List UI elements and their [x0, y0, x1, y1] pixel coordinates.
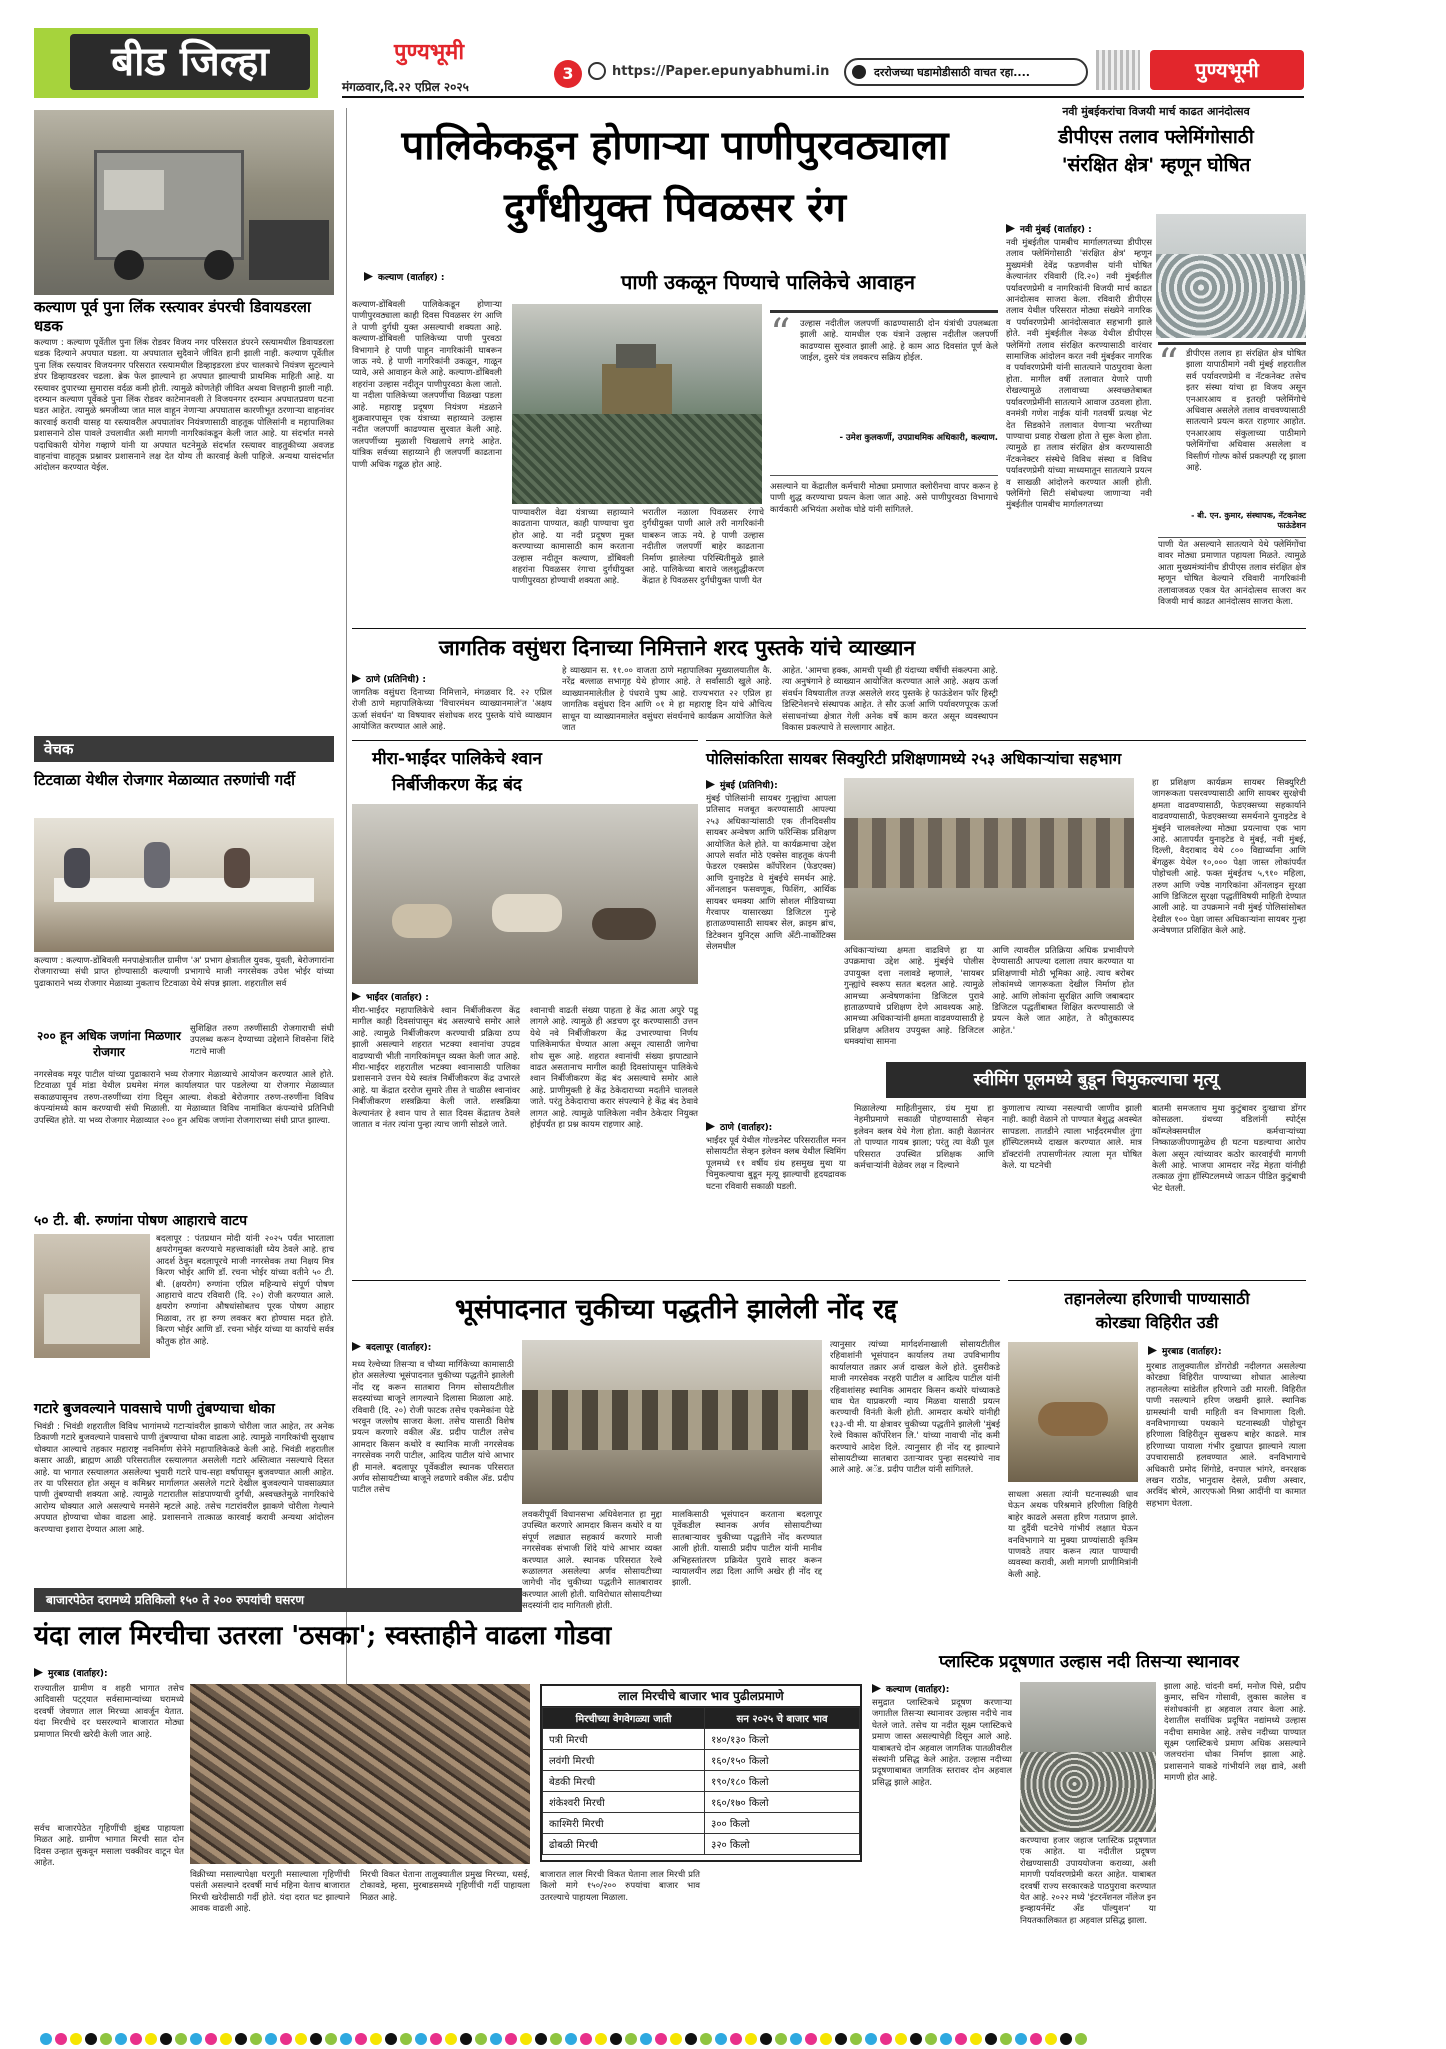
mira-dateline: भाईंदर (वार्ताहर) :: [352, 990, 698, 1003]
chili-col5: बाजारात लाल मिरची विकत घेताना लाल मिरची प्रति किलो मागे १५०/२०० रुपयांचा बाजार भाव उतरल्याचे पाहायला मिळाला.: [540, 1870, 700, 1903]
truck-photo: [34, 110, 334, 295]
registration-dot: [580, 2033, 592, 2045]
swim-col2: मिळालेल्या माहितीनुसार, ग्रंथ मुथा हा नेहमीप्रमाणे सकाळी पोहण्यासाठी सेव्हन इलेवन क्लब येथे गेला होता. काही वेळानंतर तो पाण्यात गायब झाला; परंतु त्या वेळी पूल परिसरात उपस्थित प्रशिक्षक आणि कर्मचाऱ्यांनी वेळेवर लक्ष न दिल्याने: [854, 1104, 994, 1172]
registration-dot: [880, 2033, 892, 2045]
registration-dot: [475, 2033, 487, 2045]
registration-dot: [430, 2033, 442, 2045]
table-cell: १४०/१३० किलो: [705, 1729, 860, 1750]
table-row: [543, 1771, 860, 1792]
quote-mark-icon-2: “: [1158, 341, 1179, 387]
chili-photo: [190, 1684, 530, 1864]
lead-quote-text: उल्हास नदीतील जलपर्णी काढण्यासाठी दोन यंत्रांची उपलब्धता झाली आहे. यामधील एक यंत्राने उल्हास नदीतील जलपर्णी काढण्यास सुरुवात झाली आहे. हे काम आठ दिवसांत पूर्ण केले जाईल, दुसरे यंत्र लवकरच सक्रिय होईल.: [800, 319, 998, 364]
nutrition-photo: [34, 1234, 150, 1358]
table-cell: १९०/१८० किलो: [705, 1771, 860, 1792]
registration-marks: [40, 2030, 1300, 2044]
table-row: [543, 1729, 860, 1750]
main-lead: [352, 104, 998, 624]
registration-dot: [490, 2033, 502, 2045]
registration-dot: [835, 2033, 847, 2045]
cyber-headline: पोलिसांकरिता सायबर सिक्युरिटी प्रशिक्षणामध्ये २५३ अधिकाऱ्यांचा सहभाग: [706, 749, 1122, 768]
left-divider: [346, 108, 347, 1788]
chili-price-table-wrap: [540, 1684, 862, 1862]
deer-dateline: मुरबाड (वार्ताहर):: [1148, 1344, 1446, 1357]
registration-dot: [370, 2033, 382, 2045]
right-top-kicker: नवी मुंबईकरांचा विजयी मार्च काढत आनंदोत्सव: [1062, 105, 1250, 118]
registration-dot: [625, 2033, 637, 2045]
table-row: [543, 1792, 860, 1813]
registration-dot: [325, 2033, 337, 2045]
right-top-body: नवी मुंबईतील पामबीच मार्गालगतच्या डीपीएस तलाव फ्लेमिंगोसाठी 'संरक्षित क्षेत्र' म्हणून मुख्यमंत्री देवेंद्र फडणवीस यांनी घोषित केल्यानंतर रविवारी (दि.२०) नवी मुंबईतील पर्यावरणप्रेमी व नागरिकांनी विजयी मार्च काढत आनंदोत्सव साजरा केला. रविवारी डीपीएस तलाव येथील परिसरात मोठ्या संख्येने नागरिक व पर्यावरणप्रेमी आनंदोत्सवात सहभागी झाले होते. नवी मुंबईतील नेरूळ येथील डीपीएस फ्लेमिंगो तलाव संरक्षित करण्यासाठी वारंवार सामाजिक आंदोलन करत नवी मुंबईकर नागरिक व पर्यावरणप्रेमी यांनी सातत्याने पाठपुरावा केला होता. मागील वर्षी तलावात येणारे पाणी रोखल्यामुळे तलावाच्या अस्वच्छतेबाबत पर्यावरणप्रेमींनी सातत्याने आवाज उठवला होता. वनमंत्री गणेश नाईक यांनी गतवर्षी प्रत्यक्ष भेट देत सिडकोने तलावात येणाऱ्या भरतीच्या पाण्याचा प्रवाह रोखला होता ते सुरू केला होता. त्यामुळे हा तलाव संरक्षित क्षेत्र करण्यासाठी नॅटकनेक्टर संस्थेचे विविध संस्था व विविध पर्यावरणप्रेमी यांच्या माध्यमातून सातत्याने प्रयत्न व साखळी आंदोलने करण्यात आली होती. फ्लेमिंगो सिटी संबोधल्या जाणाऱ्या नवी मुंबईतील पामबीच मार्गालगतच्या: [1006, 238, 1152, 511]
plastic-headline: प्लास्टिक प्रदूषणात उल्हास नदी तिसऱ्या स्थानावर: [939, 1652, 1239, 1672]
table-cell: ३०० किलो: [705, 1813, 860, 1834]
registration-dot: [295, 2033, 307, 2045]
registration-dot: [595, 2033, 607, 2045]
masthead: [0, 0, 1339, 100]
rule-3: [706, 740, 1306, 741]
registration-dot: [415, 2033, 427, 2045]
land-headline: भूसंपादनात चुकीच्या पद्धतीने झालेली नोंद रद्द: [454, 1294, 898, 1325]
rule-1: [352, 628, 1306, 629]
table-cell: ढोबळी मिरची: [543, 1834, 705, 1855]
registration-dot: [130, 2033, 142, 2045]
vechak-band: [34, 736, 334, 762]
left-mid-body2: नगरसेवक मयूर पाटील यांच्या पुढाकाराने भव्य रोजगार मेळाव्याचे आयोजन करण्यात आले होते. टिटवाळा पूर्व मांडा येथील प्रथमेश मंगल कार्यालयात पार पडलेल्या या रोजगार मेळाव्यात सकाळपासूनच तरुण-तरुणींच्या रांगा दिसून आल्या. शेकडो बेरोजगार तरुण-तरुणींना विविध कंपन्यांमध्ये काम करण्याची संधी मिळाली. या मेळाव्यात विविध नामांकित कंपन्यांचे प्रतिनिधी उपस्थित होते. या भव्य रोजगार मेळाव्यात २०० हून अधिक जणांना रोजगाराच्या संधी प्राप्त झाल्या.: [34, 1070, 334, 1126]
registration-dot: [340, 2033, 352, 2045]
chili-col4: मिरची विकत घेताना तालुक्यातील प्रमुख मिरच्या, धसई, टोकावडे, म्हसा, मुरबाडसमध्ये गृहिणींची गर्दी पाहायला मिळत आहे.: [360, 1870, 530, 1903]
qr-code: [1096, 50, 1140, 90]
right-top-headline-1: डीपीएस तलाव फ्लेमिंगोसाठी: [1058, 126, 1254, 148]
cyber-dateline: मुंबई (प्रतिनिधी):: [706, 778, 1306, 791]
registration-dot: [280, 2033, 292, 2045]
registration-dot: [160, 2033, 172, 2045]
registration-dot: [355, 2033, 367, 2045]
land-col1: मध्य रेल्वेच्या तिसऱ्या व चौथ्या मार्गिकेच्या कामासाठी होत असलेल्या भूसंपादनात चुकीच्या पद्धतीने झालेली नोंद रद्द करून सातबारा निगम सोसायटीतील सदस्यांच्या बाजूने लागल्याने दिलासा मिळाला आहे. रविवारी (दि. २०) रोजी फाटक तसेच एकमेकांना पेढे भरवून जल्लोष साजरा केला. तसेच यासाठी विशेष प्रयत्न करणारे वकील ॲड. प्रदीप पाटील तसेच आमदार किसन कथोरे व स्थानिक माजी नगरसेवक नगरसेवक नगरी पाटील, आदित्य पाटील यांचे आभार ही मानले. बदलापूर पूर्वेकडील स्थानक परिसरात अर्णव सोसायटीच्या बाजूने लढणारे वकील ॲड. प्रदीप पाटील तसेच: [352, 1360, 514, 1496]
registration-dot: [670, 2033, 682, 2045]
vechak-label: वेचक: [44, 740, 74, 758]
table-cell: बेडकी मिरची: [543, 1771, 705, 1792]
registration-dot: [805, 2033, 817, 2045]
ticker-bar: [844, 58, 1088, 86]
rule-4: [352, 1280, 1000, 1281]
registration-dot: [970, 2033, 982, 2045]
table-header-cell: सन २०२५ चे बाजार भाव: [705, 1708, 860, 1729]
registration-dot: [940, 2033, 952, 2045]
left-mid-headline: टिटवाळा येथील रोजगार मेळाव्यात तरुणांची गर्दी: [34, 771, 296, 789]
registration-dot: [640, 2033, 652, 2045]
chili-story: [34, 1588, 862, 2028]
lead-dateline: कल्याण (वार्ताहर) :: [364, 270, 1010, 283]
plastic-dateline: कल्याण (वार्ताहर):: [872, 1682, 1306, 1695]
registration-dot: [85, 2033, 97, 2045]
left-top-headline: कल्याण पूर्व पुना लिंक रस्त्यावर डंपरची डिवायडरला धडक: [34, 298, 311, 335]
rule-2: [352, 740, 698, 741]
registration-dot: [760, 2033, 772, 2045]
chili-band: [34, 1588, 522, 1612]
swim-headline: स्वीमिंग पूलमध्ये बुडून चिमुकल्याचा मृत्यू: [973, 1070, 1219, 1090]
registration-dot: [1045, 2033, 1057, 2045]
right-top-quote: डीपीएस तलाव हा संरक्षित क्षेत्र घोषित झाला यापाठीमागे नवी मुंबई शहरातील सर्व पर्यावरणप्रेमी व नॅटकनेक्ट तसेच इतर संस्था यांचा हा विजय असून एनआरआय व इतरही फ्लेमिंगोचे अधिवास असलेले तलाव वाचवण्यासाठी सातत्याने प्रयत्न करत राहणार आहोत. एनआरआय संकुलाच्या पाठीमागे फ्लेमिंगोंचा अधिवास असलेला व विस्तीर्ण गोल्फ कोर्स प्रकल्पही रद्द झाला आहे.: [1186, 349, 1306, 474]
table-row: [543, 1834, 860, 1855]
registration-dot: [1060, 2033, 1072, 2045]
earth-day-col2: हे व्याख्यान स. ११.०० वाजता ठाणे महापालिका मुख्यालयातील कै. नरेंद्र बल्लाळ सभागृह येथे होणार आहे. ते सर्वांसाठी खुले आहे. व्याख्यानमालेतील हे पंधरावे पुष्प आहे. राज्यभरात २२ एप्रिल हा जागतिक वसुंधरा दिन आणि ०१ मे हा महाराष्ट्र दिन यांचे औचित्य साधून या व्याख्यानमालेत वसुंधरा संवर्धनाचे कार्यक्रम आयोजित केले जात: [562, 666, 772, 734]
right-top-body2: पाणी येत असल्याने सातत्याने येथे फ्लेमिंगोंचा वावर मोठ्या प्रमाणात पहायला मिळते. त्यामुळे आता मुख्यमंत्र्यांनीच डीपीएस तलाव संरक्षित क्षेत्र म्हणून घोषित केल्याने रविवारी नागरिकांनी तलावाजवळ एकत्र येत आनंदोत्सव साजरा कर विजयी मार्च काढत आनंदोत्सव साजरा केला.: [1158, 540, 1306, 608]
plastic-col1: समुद्रात प्लास्टिकचे प्रदूषण करणाऱ्या जगातील तिसऱ्या स्थानावर उल्हास नदीचे नाव घेतले जाते. तसेच या नदीत सूक्ष्म प्लास्टिकचे प्रमाण जास्त असल्याचेही दिसून आले आहे. याबाबतचे दोन अहवाल जागतिक पातळीवरील संस्थांनी प्रसिद्ध केले आहेत. उल्हास नदीच्या प्रदूषणाबाबत जागतिक स्तरावर दोन अहवाल प्रसिद्ध झाले आहेत.: [872, 1698, 1012, 1788]
flamingo-photo: [1156, 214, 1306, 338]
registration-dot: [175, 2033, 187, 2045]
registration-dot: [190, 2033, 202, 2045]
earth-day-dateline: ठाणे (प्रतिनिधी) :: [352, 672, 1306, 685]
registration-dot: [40, 2033, 52, 2045]
chili-headline: यंदा लाल मिरचीचा उतरला 'ठसका'; स्वस्ताहीने वाढला गोडवा: [34, 1621, 612, 1651]
swim-dateline: ठाणे (वार्ताहर):: [706, 1120, 1306, 1133]
registration-dot: [265, 2033, 277, 2045]
registration-dot: [655, 2033, 667, 2045]
registration-dot: [565, 2033, 577, 2045]
registration-dot: [145, 2033, 157, 2045]
chili-price-table: [542, 1707, 860, 1855]
chili-dateline: मुरबाड (वार्ताहर):: [34, 1666, 862, 1679]
lead-quote-box: [770, 310, 998, 476]
swim-col4: बातमी समजताच मुथा कुटुंबावर दुःखाचा डोंगर कोसळला. ग्रंथच्या वडिलांनी स्पोर्ट्स कॉम्प्लेक्समधील कर्मचाऱ्यांच्या निष्काळजीपणामुळेच ही घटना घडल्याचा आरोप केला असून त्यांच्यावर कठोर कारवाईची मागणी केली आहे. भाजपा आमदार नरेंद्र मेहता यांनीही तत्काळ तुंगा हॉस्पिटलमध्ये जाऊन पीडित कुटुंबाची भेट घेतली.: [1152, 1104, 1306, 1194]
registration-dot: [115, 2033, 127, 2045]
cyber-col3: आणि त्यावरील प्रतिक्रिया अधिक प्रभावीपणे देण्यासाठी आपल्या दलाला तयार करण्यात या प्रशिक्षणाची मोठी भूमिका आहे. त्याच बरोबर लोकांमध्ये जागरूकता देखील निर्माण होत आहे. आणि लोकांना सुरक्षित आणि जबाबदार डिजिटल पद्धतींबाबत शिक्षित करण्यासाठी जे प्रयत्न केले जात आहेत, ते कौतुकास्पद आहेत.': [992, 946, 1134, 1036]
mira-col2: श्वानाची वाढती संख्या पाहता हे केंद्र आता अपुरे पडू लागले आहे. त्यामुळे ही अडचण दूर करण्यासाठी उत्तन येथे नवे निर्बीजीकरण केंद्र उभारण्याचा निर्णय पालिकेमार्फत घेण्यात आला असून त्यासाठी जागेचा शोध सुरू आहे. शहरात श्वानांची संख्या झपाट्याने वाढत असतानाच मागील काही दिवसांपासून पालिकेचे श्वान निर्बीजीकरण केंद्र बंद असल्याचे समोर आले आहे. प्राणीमुक्ती हे केंद्र ठेकेदाराच्या मदतीने चालवले जाते. परंतु ठेकेदाराचा करार संपल्याने हे केंद्र बंद ठेवावे लागत आहे. त्यामुळे पालिकेला नवीन ठेकेदार नियुक्त होईपर्यंत हा प्रश्न कायम राहणार आहे.: [530, 1006, 698, 1131]
river-photo: [512, 304, 762, 504]
registration-dot: [685, 2033, 697, 2045]
registration-dot: [955, 2033, 967, 2045]
registration-dot: [775, 2033, 787, 2045]
right-top: [1006, 104, 1306, 624]
mira-col1: मीरा-भाईंदर महापालिकेचे श्वान निर्बीजीकरण केंद्र मागील काही दिवसांपासून बंद असल्याचे समोर आले आहे. त्यामुळे निर्बीजीकरण करण्याची प्रक्रिया ठप्प झाली असल्याने शहरात भटक्या श्वानांचा उपद्रव वाढण्याची भीती नागरिकांमधून व्यक्त केली जात आहे. मीरा-भाईंदर शहरातील भटक्या श्वानासाठी पालिका प्रशासनाने उत्तन येथे स्वतंत्र निर्बीजीकरण केंद्र उभारले आहे. या केंद्रात दररोज सुमारे तीस ते चाळीस श्वानांवर निर्बीजीकरण शस्त्रक्रिया केली जाते. शस्त्रक्रिया केल्यानंतर हे श्वान पाच ते सात दिवस केंद्रातच ठेवले जातात व नंतर त्यांना पुन्हा त्याच जागी सोडले जाते.: [352, 1006, 520, 1131]
registration-dot: [550, 2033, 562, 2045]
mira-headline-2: निर्बीजीकरण केंद्र बंद: [392, 775, 522, 795]
table-cell: ३२० किलो: [705, 1834, 860, 1855]
epaper-url[interactable]: https://Paper.epunyabhumi.in: [612, 64, 830, 79]
registration-dot: [520, 2033, 532, 2045]
registration-dot: [895, 2033, 907, 2045]
chili-col2: सर्वच बाजारपेठेत गृहिणींची झुंबड पाहायला मिळत आहे. ग्रामीण भागात मिरची सात दोन दिवस उन्हात सुकवून मसाला चक्कीवर वाटून घेत आहेत.: [34, 1824, 184, 1869]
left-drain-headline: गटारे बुजवल्याने पावसाचे पाणी तुंबण्याचा धोका: [34, 1401, 275, 1417]
right-top-quote-box: [1158, 342, 1306, 538]
table-cell: काश्मिरी मिरची: [543, 1813, 705, 1834]
lead-subhead: पाणी उकळून पिण्याचे पालिकेचे आवाहन: [621, 270, 915, 294]
registration-dot: [250, 2033, 262, 2045]
lead-body-far: असल्याने या केंद्रातील कर्मचारी मोठ्या प्रमाणात क्लोरीनचा वापर करून हे पाणी शुद्ध करण्याचा प्रयत्न केला जात आहे. असे पाणीपुरवठा विभागाचे कार्यकारी अभियंता अशोक घोडे यांनी सांगितले.: [770, 482, 998, 515]
table-row: [543, 1750, 860, 1771]
lead-headline-1: पालिकेकडून होणाऱ्या पाणीपुरवठ्याला: [401, 122, 949, 169]
color-dots: [40, 2030, 1300, 2049]
registration-dot: [235, 2033, 247, 2045]
ticker-text: दररोजच्या घडामोडीसाठी वाचत रहा....: [874, 66, 1030, 79]
earth-day-col3: आहेत. 'आमचा हक्क, आमची पृथ्वी ही यंदाच्या वर्षीची संकल्पना आहे. त्या अनुषंगाने हे व्याख्यान आयोजित करण्यात आले आहे. अक्षय ऊर्जा संवर्धन विषयातील तज्ज्ञ असलेले शरद पुस्तके हे फाऊंडेशन फॉर हिस्ट्री डिस्टिनेशनचे संस्थापक आहेत. ते सौर ऊर्जा आणि पर्यावरणपूरक ऊर्जा संसाधनांच्या क्षेत्रात गेली अनेक वर्षे काम करत असून व्यवस्थापन विकास प्रकल्पाचे ते सल्लागार आहेत.: [782, 666, 998, 734]
brand-logo: पुण्यभूमी: [394, 39, 465, 65]
lead-body-left: कल्याण-डोंबिवली पालिकेकडून होणाऱ्या पाणीपुरवठ्याला काही दिवस पिवळसर रंग आणि ते पाणी दुर्गंधी युक्त असल्याची शक्यता आहे. कल्याण-डोंबिवली पालिकेच्या पाणी पुरवठा विभागाने हे पाणी पाहून नागरिकांनी घाबरून जाऊ नये. हे पाणी नागरिकांनी उकळून, गाळून प्यावे, असे आवाहन केले आहे. कल्याण-डोंबिवली शहरांना उल्हास नदीतून पाणीपुरवठा केला जातो. या नदीला पालिकेच्या जलपर्णीचा विळखा पडला आहे. महाराष्ट्र प्रदूषण नियंत्रण मंडळाने शुक्रवारपासून एक यंत्राच्या सहाय्याने उल्हास नदीत जलपर्णी काढण्यास सुरवात केली आहे. जलपर्णीच्या मुळाशी चिखलाचे लगदे आहेत. यांत्रिक सर्वच्या सहाय्याने ही जलपर्णी काढताना पाणी अधिक गढूळ होत आहे.: [352, 300, 502, 470]
right-top-dateline: नवी मुंबई (वार्ताहर) :: [1006, 222, 1306, 235]
registration-dot: [985, 2033, 997, 2045]
registration-dot: [310, 2033, 322, 2045]
land-col4: त्यानुसार त्यांच्या मार्गदर्शनाखाली सोसायटीतील रहिवाशांनी भूसंपादन कार्यालय तथा उपविभागीय कार्यालयात तक्रार अर्ज दाखल केले होते. दुसरीकडे माजी नगरसेवक नरहरी पाटील व आदित्य पाटील यांनी रहिवाशांसह स्थानिक आमदार किसन कथोरे यांच्याकडे धाव घेत याप्रकरणी न्याय मिळवा यासाठी प्रयत्न करण्याची विनंती केली होती. आमदार कथोरे यांनीही १३३-ची मी. या क्षेत्रावर चुकीच्या पद्धतीने झालेली 'मुंबई रेल्वे विकास कॉर्पोरेशन लि.' यांच्या नावाची नोंद कमी करण्याचे आदेश दिले. त्यानुसार ही नोंद रद्द झाल्याने सोसायटीच्या सातबारा उताऱ्यावर पुन्हा सदस्यांचे नाव आले आहे. अॅड. प्रदीप पाटील यांनी सांगितले.: [830, 1340, 1000, 1476]
earth-day-story: [352, 628, 1306, 734]
registration-dot: [730, 2033, 742, 2045]
table-header-cell: मिरचीच्या वेगवेगळ्या जाती: [543, 1708, 705, 1729]
registration-dot: [70, 2033, 82, 2045]
registration-dot: [865, 2033, 877, 2045]
land-dateline: बदलापूर (वार्ताहर):: [352, 1340, 1000, 1353]
table-cell: १६०/१७० किलो: [705, 1792, 860, 1813]
cyber-col1: मुंबई पोलिसांनी सायबर गुन्ह्यांचा आपला प्रतिसाद मजबूत करण्यासाठी आपल्या २५३ अधिकाऱ्यांसाठी एक तीनदिवसीय सायबर अन्वेषण आणि फॉरेन्सिक प्रशिक्षण आयोजित केले होते. या कार्यक्रमाचा उद्देश आपले सर्वात मोठे एक्सेस वाहतूक कंपनी फेडरल एक्सप्रेस कॉर्पोरेशन (फेडएक्स) आणि युनाइटेड वे मुंबईचे समर्थन आहे. ऑनलाइन फसवणूक, फिशिंग, आर्थिक सायबर धमक्या आणि सोशल मीडियाच्या गैरवापर यासारख्या डिजिटल गुन्हे हाताळण्यासाठी सायबर सेल, क्राइम ब्रांच, डिटेक्शन युनिट्स आणि ॲंटी-नार्कोटिक्स सेलमधील: [706, 794, 836, 953]
table-cell: शंकेश्वरी मिरची: [543, 1792, 705, 1813]
registration-dot: [100, 2033, 112, 2045]
lead-body-mid: पाण्यावरील वेढा यंत्राच्या सहाय्याने काढताना पाण्यात, काही पाण्याचा चुरा होत आहे. या नदी प्रदूषण मुक्त करण्याच्या कामासाठी काम करताना उल्हास नदीतून कल्याण, डोंबिवली शहरांना पिवळसर रंगाचा दुर्गंधीयुक्त पाणीपुरवठा होण्याची शक्यता आहे.: [512, 508, 634, 587]
cyber-group-photo: [844, 778, 1134, 940]
left-drain-body: भिवंडी : भिवंडी शहरातील विविध भागांमध्ये गटाऱ्यांवरील झाकणे चोरीला जात आहेत, तर अनेक ठिकाणी गटारे बुजवल्याने पावसाचे पाणी तुंबण्याचा धोका वाढला आहे. त्यामुळे नागरिकांची सुरक्षाच धोक्यात आल्याचे तहकार महाराष्ट्र नवनिर्माण सेनेने महापालिकेकडे केली आहे. भिवंडी शहरातील कसार आळी, ब्राह्मण आळी परिसरातील रस्त्यालगत असलेली गटारे अस्तित्वात नसल्याचे दिसत आहे. या भागात रस्त्यालगत असलेल्या भुयारी गटारे पाच-सहा वर्षांपासून बुजवण्यात आली आहेत. तर या परिसरात होत असून व कमिश्नर मार्गालगत असलेले गटारे देखील बुजवल्याने पावसाळ्यात पाणी तुंबण्याची शक्यता आहे. त्यामुळे गटारातील सांडपाण्याची दुर्गंधी, अस्वच्छतेमुळे नागरिकांचे आरोग्य धोक्यात आले असल्याचे मनसेने म्हटले आहे. तसेच गटारांवरील झाकणे चोरीला गेल्याने अपघात होण्याचा धोका वाढला आहे. प्रशासनाने तात्काळ कारवाई करावी अन्यथा आंदोलन करण्याचा इशारा देण्यात आला आहे.: [34, 1422, 334, 1535]
issue-date: मंगळवार,दि.२२ एप्रिल २०२५: [342, 80, 469, 94]
left-mid-subside: सुशिक्षित तरुण तरुणींसाठी रोजगाराची संधी उपलब्ध करून देण्याच्या उद्देशाने शिवसेना शिंदे गटाचे माजी: [190, 1024, 334, 1057]
left-mid-subhead: २०० हून अधिक जणांना मिळणार रोजगार: [37, 1029, 181, 1059]
table-row: [543, 1813, 860, 1834]
deer-col1: मुरबाड तालुक्यातील डोंगरोडी नदीलगत असलेल्या कोरड्या विहिरीत पाण्याच्या शोधात आलेल्या तहानलेल्या सांडेतील हरिणाने उडी मारली. विहिरीत पाणी नसल्याने हरिण जखमी झाले. स्थानिक ग्रामस्थांनी याची माहिती वन विभागाला दिली. वनविभागाच्या पथकाने घटनास्थळी पोहोचून हरिणाला विहिरीतून सुखरूप बाहेर काढले. मात्र हरिणाच्या पायाला गंभीर दुखापत झाल्याने त्याला उपचारासाठी हलवण्यात आले. वनविभागाचे अधिकारी प्रमोद शिंगोडे, वनपाल भांगरे, वनरक्षक लखन राठोड, भानुदास देसले, प्रवीण अस्वार, अरविंद बोरमे, आरएफओ मिश्रा आदींनी या कामात सहभाग घेतला.: [1146, 1362, 1306, 1509]
deer-col2: साधला असता त्यांनी घटनास्थळी धाव घेऊन अथक परिश्रमाने हरिणीला विहिरी बाहेर काढले असता हरिण गतप्राण झाले. या दुर्दैवी घटनेचे गांभीर्य लक्षात घेऊन वनविभागाने या मुक्या प्राण्यांसाठी कृत्रिम पाणवठे तयार करून त्यात पाण्याची व्यवस्था करावी, अशी मागणी प्राणीमित्रांनी केली आहे.: [1008, 1490, 1138, 1580]
registration-dot: [385, 2033, 397, 2045]
quote-mark-icon: “: [770, 311, 791, 357]
table-cell: लवंगी मिरची: [543, 1750, 705, 1771]
deer-photo: [1008, 1342, 1138, 1482]
table-cell: पत्री मिरची: [543, 1729, 705, 1750]
plastic-col3: झाला आहे. चांदनी वर्मा, मनोज पिसे, प्रदीप कुमार, सचिन गोसावी, लुकास कालेस व संशोधकांनी हा अहवाल तयार केला आहे. देशातील सर्वाधिक प्रदूषित नद्यांमध्ये उल्हास नदीचा समावेश आहे. तसेच नदीच्या पाण्यात सूक्ष्म प्लास्टिकचे प्रमाण अधिक असल्याने जलचरांना धोका निर्माण झाला आहे. प्रशासनाने याकडे गांभीर्याने लक्ष द्यावे, अशी मागणी होत आहे.: [1164, 1682, 1306, 1784]
dogs-photo: [352, 804, 698, 984]
cyber-col4: हा प्रशिक्षण कार्यक्रम सायबर सिक्युरिटी जागरूकता पसरवण्यासाठी आणि सायबर सुरक्षेची क्षमता वाढवण्यासाठी, फेडएक्सच्या सहकार्याने वाढवण्यासाठी, फेडएक्सच्या समर्थनाने युनाइटेड वे मुंबईने चालवलेल्या मोठ्या प्रयत्नाचा एक भाग आहे. आतापर्यंत युनाइटेड वे मुंबई, नवी मुंबई, दिल्ली, वैदराबाद येथे ८०० विद्यार्थ्यांना आणि बेंगळुरू येथेल १०,००० पेक्षा जास्त लोकांपर्यंत पोहोचली आहे. फक्त मुंबईतच ५,९१० महिला, तरुण आणि ज्येष्ठ नागरिकांना ऑनलाइन सुरक्षा आणि डिजिटल सुरक्षा पद्धतींविषयी माहिती देण्यात आली आहे. या उपक्रमाने नवी मुंबई पोलिसांसोबत देखील १०० पेक्षा जास्त अधिकाऱ्यांना सायबर गुन्हा अन्वेषणात प्रशिक्षित केले आहे.: [1152, 778, 1306, 937]
globe-icon: [588, 62, 606, 80]
rule-5: [1008, 1280, 1306, 1281]
registration-dot: [745, 2033, 757, 2045]
left-mid-body: कल्याण : कल्याण-डोंबिवली मनपाक्षेत्रातील ग्रामीण 'अ' प्रभाग क्षेत्रातील युवक, युवती, बेरोजगारांना रोजगाराच्या संधी प्राप्त होण्यासाठी कल्याणी प्रभागाचे माजी नगरसेवक उपेश भोईर यांच्या पुढाकाराने भव्य रोजगार मेळाव्या नुकताच टिटवाळा येथे संपन्न झाला. शहरातील सर्व: [34, 956, 334, 989]
left-top-body: कल्याण : कल्याण पूर्वेतील पुना लिंक रोडवर विजय नगर परिसरात डंपरने रस्त्यामधील डिवायडरला धडक दिल्याने अपघात घडला. या अपघातात सुदैवाने जीवित हानी झाली नाही. कल्याण पूर्वेतील पुना लिंक रस्त्यावर विजयनगर परिसरात रस्त्यामधील डिव्हाइडरला डंपर चालकाचे नियंत्रण सुटल्याने डंपर डिव्हायडरवर चढला. ब्रेक फेल झाल्याने हा अपघात झाल्याची प्राथमिक माहिती आहे. या रस्त्यावर दुपारच्या सुमारास वर्दळ कमी होती. त्यामुळे कोणतेही जीवित अथवा वित्तहानी झाली नाही. दरम्यान कल्याण पूर्वेकडे पुना लिंक रोडवर काटेमानवली ते विजयनगर दरम्यान अपघातप्रवण घटना घडत आहेत. त्यामुळे श्रमजीव्या जात माल वाहून नेणाऱ्या अपघातास कारणीभूत ठरणाऱ्या वाहनांवर कारवाई करावी यासह या रस्त्यावरील अपघातांवर नियंत्रणासाठी वाहतूक पोलिसांनी व महापालिका प्रशासनाने ठोस पावले उचलावीत अशी मागणी नागरिकांकडून केली जात आहे. या संदर्भात मनसे पदाधिकारी योगेश गव्हाणे यांनी या अपघात घटनेमुळे संदर्भात रस्त्यावर वाहतुकीच्या अवजड वाहनांचा वाहतूक प्रश्नावर प्रशासनाने लक्ष देत योग्य ती कारवाई केली पाहिजे. अन्यथा यासंदर्भात आंदोलन करण्यात येईल.: [34, 338, 334, 474]
registration-dot: [790, 2033, 802, 2045]
right-top-headline-2: 'संरक्षित क्षेत्र' म्हणून घोषित: [1061, 154, 1251, 176]
swim-story: [706, 1062, 1306, 1272]
plastic-story: [872, 1650, 1306, 2028]
cyber-col2: अधिकाऱ्यांच्या क्षमता वाढविणे हा या उपक्रमाचा उद्देश आहे. मुंबईचे पोलीस उपायुक्त दत्ता नलावडे म्हणाले, 'सायबर गुन्ह्यांचे स्वरूप सतत बदलत आहे. त्यामुळे आमच्या अन्वेषणकांना डिजिटल पुरावे हाताळण्याचे प्रशिक्षण देणे आवश्यक आहे. आमच्या अधिकाऱ्यांनी क्षमता वाढवण्यासाठी हे प्रशिक्षण अतिशय उपयुक्त आहे. डिजिटल धमक्यांचा सामना: [844, 946, 984, 1048]
registration-dot: [1000, 2033, 1012, 2045]
table-header-row: [543, 1708, 860, 1729]
registration-dot: [925, 2033, 937, 2045]
land-col2: लवकरीपूर्वी विधानसभा अधिवेशनात हा मुद्दा उपस्थित करणारे आमदार किसन कथोरे व या संपूर्ण लढ्यात सहकार्य करणारे माजी नगरसेवक संभाजी शिंदे यांचे आभार व्यक्त करण्यात आले. स्थानक परिसरात रेल्वे रूळालगत असलेल्या अर्णव सोसायटीच्या जागेची नोंद चुकीच्या पद्धतीने सातबारावर करण्यात आली होती. याविरोधात सोसायटीच्या सदस्यांनी दाद मागितली होती.: [522, 1510, 662, 1612]
registration-dot: [220, 2033, 232, 2045]
cyber-story: [706, 740, 1306, 1090]
district-title: बीड जिल्हा: [70, 34, 310, 90]
page-number-badge: 3: [554, 60, 582, 88]
chili-col1: राज्यातील ग्रामीण व शहरी भागात तसेच आदिवासी पट्ट्यात सर्वसामान्यांच्या घरामध्ये दरवर्षी जेवणात लाल मिरच्या आवर्जून येतात. यंदा मिरचीचे दर घसरल्याने बाजारात मोठ्या प्रमाणात मिरची खरेदी केली जात आहे.: [34, 1684, 184, 1740]
registration-dot: [910, 2033, 922, 2045]
registration-dot: [715, 2033, 727, 2045]
registration-dot: [1030, 2033, 1042, 2045]
swim-col3: कुणालाच त्याच्या नसल्याची जाणीव झाली नाही. काही वेळाने तो पाण्यात बेशुद्ध अवस्थेत सापडला. तातडीने त्याला भाईंदरमधील तुंगा हॉस्पिटलमध्ये दाखल करण्यात आले. मात्र डॉक्टरांनी तपासणीनंतर त्याला मृत घोषित केले. या घटनेची: [1002, 1104, 1142, 1172]
brand-logo-right: पुण्यभूमी: [1150, 50, 1304, 90]
registration-dot: [55, 2033, 67, 2045]
chili-col3: विक्रीच्या मसाल्यापेक्षा घरगुती मसाल्याला गृहिणींची पसंती असल्याने दरवर्षी मार्च महिना येताच बाजारात मिरची खरेदीसाठी गर्दी होते. यंदा दरात घट झाल्याने आवक वाढली आहे.: [190, 1870, 350, 1915]
table-cell: १६०/१५० किलो: [705, 1750, 860, 1771]
registration-dot: [505, 2033, 517, 2045]
earth-day-headline: जागतिक वसुंधरा दिनाच्या निमित्ताने शरद पुस्तके यांचे व्याख्यान: [438, 635, 916, 660]
registration-dot: [700, 2033, 712, 2045]
left-nutrition-headline: ५० टी. बी. रुग्णांना पोषण आहाराचे वाटप: [34, 1213, 248, 1229]
registration-dot: [535, 2033, 547, 2045]
right-top-quote-by: - बी. एन. कुमार, संस्थापक, नॅटकनेक्ट फाऊंडेशन: [1191, 511, 1306, 530]
registration-dot: [1075, 2033, 1087, 2045]
registration-dot: [610, 2033, 622, 2045]
play-icon: [852, 65, 866, 79]
river-pollution-photo: [1020, 1682, 1156, 1832]
land-col3: मालकिसाठी भूसंपादन करताना बदलापूर पूर्वेकडील स्थानक अर्णव सोसायटीच्या सातबाऱ्यावर चुकीच्या पद्धतीने नोंद करण्यात आली होती. यासाठी प्रदीप पाटील यांनी मानीव अभिहस्तांतरण प्रक्रियेत पुरावे सादर करून न्यायालयीन लढा दिला आणि अखेर ही नोंद रद्द झाली.: [672, 1510, 822, 1589]
left-nutrition-body: बदलापूर : पंतप्रधान मोदी यांनी २०२५ पर्यंत भारताला क्षयरोगमुक्त करण्याचे महत्त्वाकांक्षी ध्येय ठेवले आहे. हाच आदर्श ठेवून बदलापूरचे माजी नगरसेवक तथा निक्षय मित्र किरण भोईर आणि डॉ. रचना भोईर यांच्या वतीने ५० टी. बी. (क्षयरोग) रुग्णांना एप्रिल महिन्याचे संपूर्ण पोषण आहाराचे वाटप रविवारी (दि. २०) रोजी करण्यात आले. क्षयरोग रुग्णांना औषधांसोबतच पूरक पोषण आहार मिळावा, तर हा रुग्ण लवकर बरा होण्यास मदत होते. किरण भोईर आणि डॉ. रचना भोईर यांच्या या कार्याचे सर्वत्र कौतुक होत आहे.: [156, 1234, 334, 1347]
registration-dot: [820, 2033, 832, 2045]
masthead-rule: [342, 96, 1304, 98]
earth-day-col1: जागतिक वसुंधरा दिनाच्या निमित्ताने, मंगळवार दि. २२ एप्रिल रोजी ठाणे महापालिकेच्या 'विचारमंथन व्याख्यानमाले'त 'अक्षय ऊर्जा संवर्धन' या विषयावर संशोधक शरद पुस्तके यांचे व्याख्यान आयोजित करण्यात आले आहे.: [352, 688, 552, 733]
swim-headline-box: [886, 1062, 1306, 1098]
lead-headline-2: दुर्गंधीयुक्त पिवळसर रंग: [503, 184, 846, 231]
registration-dot: [1015, 2033, 1027, 2045]
registration-dot: [205, 2033, 217, 2045]
registration-dot: [400, 2033, 412, 2045]
registration-dot: [850, 2033, 862, 2045]
registration-dot: [460, 2033, 472, 2045]
left-column: [34, 100, 342, 1780]
plastic-col2: करण्याचा हजार जहाज प्लास्टिक प्रदूषणात एक आहेत. या नदीतील प्रदूषण रोखण्यासाठी उपाययोजना कराव्या, अशी मागणी पर्यावरणप्रेमी करत आहेत. याबाबत दरवर्षी राज्य सरकारकडे पाठपुरावा करण्यात येत आहे. २०२२ मध्ये 'इंटरनॅशनल नॉलेज इन इन्व्हायर्नमेंट अँड पॉल्युशन' या नियतकालिकात हा अहवाल प्रसिद्ध झाला.: [1020, 1836, 1156, 1926]
job-fair-photo: [34, 818, 334, 952]
mira-headline-1: मीरा-भाईंदर पालिकेचे श्वान: [372, 749, 542, 769]
lead-quote-by: - उमेश कुलकर्णी, उपप्राथमिक अधिकारी, कल्याण.: [839, 433, 998, 443]
chili-table-title: लाल मिरचीचे बाजार भाव पुढीलप्रमाणे: [542, 1686, 860, 1707]
lead-body-right: भरातील नळाला पिवळसर रंगाचे दुर्गंधीयुक्त पाणी आले तरी नागरिकांनी घाबरून जाऊ नये. हे पाणी उल्हास नदीतील जलपर्णी बाहेर काढताना निर्माण झालेल्या परिस्थितीमुळे झाले आहे. पालिकेच्या बारावे जलशुद्धीकरण केंद्रात हे पिवळसर दुर्गंधीयुक्त पाणी येत: [642, 508, 764, 587]
deer-headline-1: तहानलेल्या हरिणाची पाण्यासाठी: [1064, 1289, 1250, 1308]
land-celebration-photo: [522, 1340, 822, 1504]
deer-headline-2: कोरड्या विहिरीत उडी: [1095, 1313, 1219, 1332]
swim-col1: भाईंदर पूर्व येथील गोल्डनेस्ट परिसरातील मनन सोसायटीत सेव्हन इलेवन क्लब येथील स्विमिंग पूलमध्ये ११ वर्षीय ग्रंथ हसमुख मुथा या चिमुकल्याचा बुडून मृत्यू झाल्याची हृदयद्रावक घटना रविवारी सकाळी घडली.: [706, 1136, 846, 1192]
chili-band-text: बाजारपेठेत दरामध्ये प्रतिकिलो १५० ते २०० रुपयांची घसरण: [46, 1593, 304, 1607]
mira-story: [352, 740, 698, 1270]
registration-dot: [445, 2033, 457, 2045]
